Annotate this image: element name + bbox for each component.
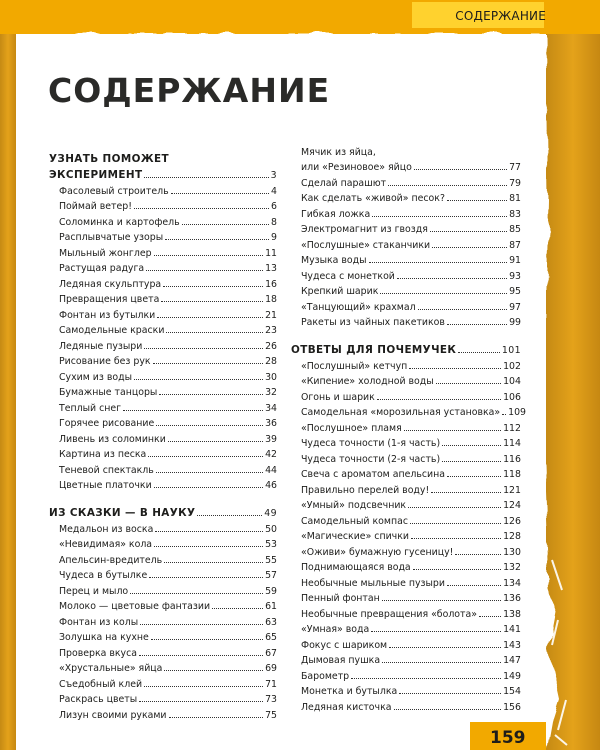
toc-entry-title: Горячее рисование — [59, 418, 155, 429]
toc-entry-title: Фонтан из бутылки — [59, 309, 156, 321]
toc-entry-title: «Оживи» бумажную гусеницу! — [301, 546, 454, 558]
toc-page-number: 149 — [503, 670, 521, 682]
frame-left-strip — [0, 0, 16, 750]
toc-page-number: 121 — [503, 484, 521, 496]
toc-entry-title: или «Резиновое» яйцо — [301, 162, 412, 173]
toc-page-number: 128 — [503, 531, 521, 542]
toc-page-number: 16 — [265, 278, 277, 290]
toc-page-number: 32 — [265, 387, 277, 398]
toc-leader-dots — [134, 208, 269, 209]
toc-leader-dots — [409, 368, 501, 369]
toc-entry-title: Золушка на кухне — [59, 632, 149, 643]
toc-section-label: УЗНАТЬ ПОМОЖЕТ — [49, 153, 169, 165]
toc-page-number: 130 — [503, 546, 521, 558]
toc-leader-dots — [197, 515, 262, 516]
section-gap — [291, 328, 521, 340]
toc-entry-title: Свеча с ароматом апельсина — [301, 469, 446, 480]
toc-leader-dots — [212, 608, 263, 609]
toc-entry-title: Раскрась цветы — [59, 694, 138, 705]
toc-page-number: 97 — [509, 301, 521, 313]
toc-page-number: 8 — [271, 216, 277, 228]
toc-entry — [291, 204, 521, 220]
toc-page-number: 42 — [265, 449, 277, 460]
toc-leader-dots — [123, 410, 263, 411]
toc-entry — [291, 266, 521, 282]
toc-entry — [49, 705, 277, 721]
section-gap — [49, 491, 277, 503]
toc-page-number: 75 — [265, 709, 277, 721]
toc-entry-title: «Кипение» холодной воды — [301, 376, 434, 387]
toc-entry — [49, 429, 277, 445]
toc-page-number: 81 — [509, 193, 521, 204]
toc-leader-dots — [455, 554, 501, 555]
toc-leader-dots — [377, 399, 501, 400]
toc-leader-dots — [144, 686, 263, 687]
toc-entry — [49, 659, 277, 675]
toc-page-number: 53 — [265, 539, 277, 550]
toc-entry-title: Ракеты из чайных пакетиков — [301, 317, 445, 328]
toc-entry — [49, 535, 277, 551]
toc-entry — [49, 259, 277, 275]
toc-leader-dots — [371, 631, 501, 632]
toc-entry — [49, 305, 277, 321]
toc-page-number: 91 — [509, 255, 521, 266]
toc-leader-dots — [154, 255, 264, 256]
toc-page-number: 9 — [271, 232, 277, 243]
toc-page-number: 93 — [509, 270, 521, 282]
toc-entry — [291, 372, 521, 388]
toc-leader-dots — [159, 394, 263, 395]
toc-entry-title: Цветные платочки — [59, 480, 152, 491]
toc-entry — [49, 612, 277, 628]
toc-leader-dots — [154, 546, 263, 547]
toc-entry — [49, 597, 277, 613]
toc-page-number: 102 — [503, 360, 521, 372]
toc-entry — [291, 403, 527, 419]
toc-page-number: 95 — [509, 286, 521, 297]
toc-entry — [291, 666, 521, 682]
toc-page-number: 50 — [265, 523, 277, 535]
toc-leader-dots — [447, 200, 507, 201]
toc-leader-dots — [156, 425, 263, 426]
toc-leader-dots — [161, 301, 263, 302]
toc-entry-title: Мыльный жонглер — [59, 247, 152, 259]
toc-entry-title: Чудеса в бутылке — [59, 570, 148, 581]
toc-leader-dots — [418, 309, 507, 310]
toc-entry — [291, 620, 521, 636]
toc-entry-title: «Послушный» кетчуп — [301, 360, 408, 372]
toc-entry-title: Электромагнит из гвоздя — [301, 224, 428, 235]
toc-entry-title: Огонь и шарик — [301, 391, 375, 403]
toc-section-label: ОТВЕТЫ ДЛЯ ПОЧЕМУЧЕК — [291, 344, 457, 356]
toc-page-number: 136 — [503, 593, 521, 604]
toc-leader-dots — [153, 363, 264, 364]
toc-leader-dots — [139, 701, 263, 702]
toc-entry-title: Фокус с шариком — [301, 639, 388, 651]
toc-entry-title: Крепкий шарик — [301, 286, 379, 297]
toc-leader-dots — [168, 441, 263, 442]
running-header: СОДЕРЖАНИЕ — [455, 9, 546, 23]
toc-entry — [291, 387, 521, 403]
toc-leader-dots — [164, 562, 263, 563]
toc-page-number: 79 — [509, 177, 521, 189]
toc-page-number: 73 — [265, 694, 277, 705]
toc-leader-dots — [166, 332, 263, 333]
toc-entry — [291, 589, 521, 605]
toc-leader-dots — [154, 487, 263, 488]
toc-page-number: 134 — [503, 577, 521, 589]
toc-entry — [49, 476, 277, 492]
toc-leader-dots — [502, 414, 506, 415]
toc-page-number: 101 — [501, 345, 521, 356]
toc-leader-dots — [144, 177, 268, 178]
toc-section-title — [291, 340, 521, 356]
toc-leader-dots — [382, 662, 501, 663]
toc-entry — [291, 251, 521, 267]
toc-leader-dots — [169, 717, 264, 718]
toc-entry — [291, 297, 521, 313]
toc-leader-dots — [148, 456, 263, 457]
toc-page-number: 109 — [508, 407, 527, 418]
toc-entry-title: Чудеса с монеткой — [301, 270, 395, 282]
toc-entry — [49, 398, 277, 414]
toc-entry-title: Картина из песка — [59, 449, 147, 460]
toc-entry-title: Дымовая пушка — [301, 655, 381, 666]
toc-entry — [291, 558, 521, 574]
toc-section-label: ЭКСПЕРИМЕНТ — [49, 169, 143, 181]
toc-leader-dots — [164, 670, 263, 671]
toc-page-number: 132 — [503, 562, 521, 573]
toc-leader-dots — [410, 523, 501, 524]
toc-leader-dots — [139, 655, 263, 656]
toc-page-number: 112 — [503, 422, 521, 434]
toc-page-number: 67 — [265, 647, 277, 659]
toc-entry-title: Сделай парашют — [301, 177, 387, 189]
toc-leader-dots — [442, 445, 501, 446]
toc-page-number: 114 — [503, 438, 521, 449]
toc-leader-dots — [163, 286, 263, 287]
toc-page-number: 18 — [265, 294, 277, 305]
toc-entry-title: Фасолевый строитель — [59, 185, 169, 197]
toc-entry-title: «Умная» вода — [301, 624, 370, 635]
toc-entry — [291, 604, 521, 620]
toc-entry — [49, 197, 277, 213]
toc-leader-dots — [134, 379, 263, 380]
toc-entry-title: Молоко — цветовые фантазии — [59, 601, 211, 612]
toc-page-number: 46 — [265, 480, 277, 491]
toc-page-number: 65 — [265, 632, 277, 643]
toc-page-number: 4 — [271, 185, 277, 197]
toc-entry-title: Перец и мыло — [59, 585, 129, 597]
toc-entry-title: Соломинка и картофель — [59, 216, 180, 228]
toc-leader-dots — [171, 193, 269, 194]
toc-leader-dots — [389, 647, 501, 648]
toc-entry-title: Сухим из воды — [59, 371, 132, 383]
toc-page-number: 77 — [509, 162, 521, 173]
toc-page-number: 39 — [265, 433, 277, 445]
toc-entry — [49, 243, 277, 259]
toc-page-number: 6 — [271, 201, 277, 212]
toc-entry-title: Ледяная скульптура — [59, 278, 162, 290]
toc-leader-dots — [447, 324, 507, 325]
toc-leader-dots — [399, 693, 501, 694]
toc-entry-title: Ледяные пузыри — [59, 340, 143, 352]
toc-entry-title: Медальон из воска — [59, 523, 154, 535]
toc-entry-title: «Танцующий» крахмал — [301, 301, 416, 313]
toc-entry — [49, 336, 277, 352]
toc-right-column — [291, 142, 527, 713]
toc-entry — [291, 511, 521, 527]
toc-entry-title: «Послушное» пламя — [301, 422, 402, 434]
toc-leader-dots — [388, 185, 507, 186]
toc-entry-title: Рисование без рук — [59, 356, 151, 367]
page-number: 159 — [490, 728, 526, 748]
toc-page-number: 36 — [265, 418, 277, 429]
toc-left-column — [49, 149, 277, 721]
toc-page-number: 55 — [265, 554, 277, 566]
toc-page-number: 147 — [503, 655, 521, 666]
toc-page-number: 49 — [264, 508, 277, 519]
toc-page-number: 30 — [265, 371, 277, 383]
toc-leader-dots — [394, 709, 502, 710]
toc-leader-dots — [447, 585, 501, 586]
toc-entry — [291, 527, 521, 543]
toc-entry — [291, 356, 521, 372]
toc-page-number: 104 — [503, 376, 521, 387]
toc-leader-dots — [155, 531, 263, 532]
toc-leader-dots — [149, 577, 263, 578]
toc-entry-title: Мячик из яйца, — [301, 146, 376, 158]
toc-leader-dots — [408, 507, 501, 508]
toc-page-number: 118 — [503, 469, 521, 480]
toc-entry — [49, 460, 277, 476]
toc-entry — [49, 566, 277, 582]
toc-entry-title: Теневой спектакль — [59, 464, 154, 476]
toc-entry-title: «Послушные» стаканчики — [301, 239, 431, 251]
toc-page-number: 141 — [503, 624, 521, 635]
toc-entry — [49, 212, 277, 228]
toc-entry — [49, 290, 277, 306]
toc-leader-dots — [431, 492, 501, 493]
toc-entry — [291, 496, 521, 512]
toc-leader-dots — [146, 270, 263, 271]
toc-entry — [291, 542, 521, 558]
toc-entry — [49, 274, 277, 290]
toc-section-title — [49, 165, 277, 181]
toc-entry — [49, 674, 277, 690]
toc-leader-dots — [442, 461, 501, 462]
toc-entry-title: Расплывчатые узоры — [59, 232, 164, 243]
toc-leader-dots — [432, 247, 507, 248]
toc-page-number: 34 — [265, 402, 277, 414]
toc-entry — [291, 220, 521, 236]
toc-entry-title: Фонтан из колы — [59, 616, 139, 628]
toc-entry — [49, 628, 277, 644]
toc-entry-title: Гибкая ложка — [301, 208, 371, 220]
toc-page-number: 126 — [503, 515, 521, 527]
toc-entry — [49, 321, 277, 337]
toc-entry-title: Самодельная «морозильная установка» — [301, 407, 501, 418]
toc-entry-title: Необычные мыльные пузыри — [301, 577, 445, 589]
toc-entry-title: «Невидимая» кола — [59, 539, 153, 550]
toc-entry-title: «Хрустальные» яйца — [59, 663, 163, 674]
toc-page-number: 3 — [270, 170, 277, 181]
toc-entry — [291, 465, 521, 481]
toc-leader-dots — [130, 593, 263, 594]
toc-entry — [291, 480, 521, 496]
toc-entry-title: Поднимающаяся вода — [301, 562, 411, 573]
toc-page-number: 23 — [265, 325, 277, 336]
toc-leader-dots — [157, 317, 263, 318]
toc-page-number: 124 — [503, 500, 521, 511]
toc-page-number: 106 — [503, 391, 521, 403]
toc-entry — [49, 550, 277, 566]
toc-leader-dots — [372, 216, 507, 217]
toc-entry — [49, 414, 277, 430]
toc-entry-title: Самодельные краски — [59, 325, 165, 336]
toc-leader-dots — [458, 352, 500, 353]
toc-page-number: 154 — [503, 686, 521, 697]
toc-entry — [49, 228, 277, 244]
toc-page-number: 143 — [503, 639, 521, 651]
toc-page-number: 11 — [265, 247, 277, 259]
toc-entry — [291, 235, 521, 251]
toc-page-number: 59 — [265, 585, 277, 597]
toc-page-number: 57 — [265, 570, 277, 581]
toc-entry — [49, 181, 277, 197]
toc-entry — [49, 581, 277, 597]
toc-entry — [291, 449, 521, 465]
toc-entry — [291, 635, 521, 651]
page-title: СОДЕРЖАНИЕ — [48, 71, 331, 110]
toc-entry — [291, 173, 521, 189]
toc-entry — [291, 282, 521, 298]
toc-leader-dots — [404, 430, 501, 431]
toc-page-number: 83 — [509, 208, 521, 220]
toc-page-number: 99 — [509, 317, 521, 328]
toc-entry — [291, 434, 521, 450]
toc-entry — [49, 445, 277, 461]
toc-page-number: 87 — [509, 239, 521, 251]
toc-leader-dots — [479, 616, 501, 617]
toc-page-number: 21 — [265, 309, 277, 321]
toc-entry-title: Чудеса точности (2-я часть) — [301, 453, 441, 465]
toc-entry — [291, 189, 521, 205]
toc-entry — [49, 383, 277, 399]
toc-entry-title: Превращения цвета — [59, 294, 160, 305]
toc-entry — [291, 158, 521, 174]
toc-section-label: ИЗ СКАЗКИ — В НАУКУ — [49, 507, 196, 519]
toc-entry-title: Ледяная кисточка — [301, 701, 392, 713]
toc-entry-title: Теплый снег — [59, 402, 122, 414]
toc-leader-dots — [369, 262, 508, 263]
toc-entry-title: Пенный фонтан — [301, 593, 380, 604]
toc-leader-dots — [182, 224, 269, 225]
toc-entry-title: Апельсин-вредитель — [59, 554, 163, 566]
toc-page-number: 28 — [265, 356, 277, 367]
toc-entry — [291, 697, 521, 713]
toc-leader-dots — [447, 476, 501, 477]
toc-entry — [291, 418, 521, 434]
toc-page-number: 71 — [265, 678, 277, 690]
toc-entry — [49, 367, 277, 383]
toc-entry-title: Барометр — [301, 670, 350, 682]
toc-page-number: 116 — [503, 453, 521, 465]
toc-entry-title: Чудеса точности (1-я часть) — [301, 438, 441, 449]
toc-leader-dots — [382, 600, 501, 601]
toc-page-number: 63 — [265, 616, 277, 628]
toc-page-number: 156 — [503, 701, 521, 713]
toc-entry — [291, 313, 521, 329]
toc-entry-title: Монетка и бутылка — [301, 686, 398, 697]
toc-entry-title: Съедобный клей — [59, 678, 143, 690]
toc-leader-dots — [397, 278, 507, 279]
toc-page-number: 26 — [265, 340, 277, 352]
toc-entry-title: Поймай ветер! — [59, 201, 132, 212]
toc-entry — [291, 651, 521, 667]
toc-entry — [291, 573, 521, 589]
toc-entry — [291, 682, 521, 698]
toc-entry — [49, 643, 277, 659]
toc-entry-title: Проверка вкуса — [59, 647, 138, 659]
toc-entry-title: Самодельный компас — [301, 515, 408, 527]
toc-leader-dots — [413, 569, 501, 570]
toc-page-number: 69 — [265, 663, 277, 674]
toc-leader-dots — [411, 538, 501, 539]
toc-entry-title: «Магические» спички — [301, 531, 409, 542]
toc-leader-dots — [165, 239, 269, 240]
toc-leader-dots — [156, 472, 263, 473]
toc-section-title — [49, 149, 277, 165]
toc-leader-dots — [430, 231, 507, 232]
toc-page-number: 61 — [265, 601, 277, 612]
toc-entry — [49, 690, 277, 706]
toc-page-number: 13 — [265, 263, 277, 274]
toc-entry-title: Необычные превращения «болота» — [301, 608, 477, 620]
toc-entry-title: Лизун своими руками — [59, 709, 167, 721]
toc-leader-dots — [144, 348, 263, 349]
toc-leader-dots — [380, 293, 507, 294]
toc-leader-dots — [140, 624, 263, 625]
toc-entry-title: Бумажные танцоры — [59, 387, 158, 398]
toc-leader-dots — [414, 169, 507, 170]
toc-entry-title: Музыка воды — [301, 255, 367, 266]
toc-leader-dots — [436, 383, 501, 384]
toc-leader-dots — [351, 678, 501, 679]
toc-entry — [49, 352, 277, 368]
toc-entry-title: Растущая радуга — [59, 263, 145, 274]
toc-entry — [49, 519, 277, 535]
toc-page-number: 85 — [509, 224, 521, 235]
toc-entry-title: «Умный» подсвечник — [301, 500, 407, 511]
toc-entry-title: Ливень из соломинки — [59, 433, 166, 445]
toc-page-number: 44 — [265, 464, 277, 476]
toc-entry-title: Правильно перелей воду! — [301, 484, 430, 496]
toc-section-title — [49, 503, 277, 519]
toc-leader-dots — [151, 639, 263, 640]
toc-entry-title: Как сделать «живой» песок? — [301, 193, 445, 204]
toc-page-number: 138 — [503, 608, 521, 620]
toc-entry — [291, 142, 521, 158]
